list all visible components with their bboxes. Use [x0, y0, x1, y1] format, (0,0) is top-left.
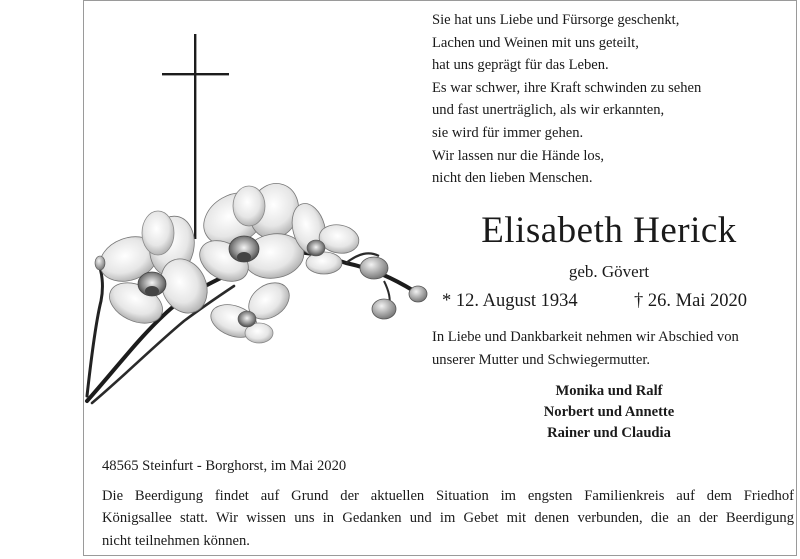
farewell-line: unserer Mutter und Schwiegermutter. [432, 351, 651, 368]
poem-line: hat uns geprägt für das Leben. [432, 57, 609, 74]
farewell-text [432, 326, 794, 371]
orchid-branch-icon [87, 176, 427, 403]
funeral-line: Königsallee statt. Wir wissen uns in Gedanken und im Gebet mit denen verbunden, die an der Beerdigung [102, 510, 794, 527]
poem-line: und fast unerträglich, als wir erkannten, [432, 102, 665, 119]
farewell-line: In Liebe und Dankbarkeit nehmen wir Abschied von [432, 329, 739, 345]
maiden-name: geb. Gövert [568, 262, 650, 281]
poem-line: sie wird für immer gehen. [432, 124, 584, 141]
birth-date: * 12. August 1934 [442, 291, 578, 311]
memorial-artwork [84, 1, 444, 441]
family-member: Rainer und Claudia [547, 425, 671, 441]
poem-line: Es war schwer, ihre Kraft schwinden zu sehen [432, 79, 702, 96]
memorial-poem [432, 9, 792, 190]
family-signatures [424, 381, 794, 444]
death-date: † 26. Mai 2020 [634, 291, 748, 311]
funeral-line: Die Beerdigung findet auf Grund der aktuellen Situation im engsten Familienkreis auf dem Friedhof [102, 488, 794, 504]
poem-line: nicht den lieben Menschen. [432, 170, 593, 187]
funeral-line: nicht teilnehmen können. [102, 532, 250, 549]
place-date: 48565 Steinfurt - Borghorst, im Mai 2020 [102, 458, 347, 474]
poem-line: Lachen und Weinen mit uns geteilt, [432, 34, 639, 51]
funeral-notice [102, 485, 794, 552]
poem-line: Wir lassen nur die Hände los, [432, 147, 605, 164]
poem-line: Sie hat uns Liebe und Fürsorge geschenkt, [432, 12, 680, 28]
obituary-notice [83, 0, 797, 556]
family-member: Monika und Ralf [555, 383, 663, 399]
deceased-name: Elisabeth Herick [481, 210, 737, 251]
family-member: Norbert und Annette [543, 404, 675, 420]
